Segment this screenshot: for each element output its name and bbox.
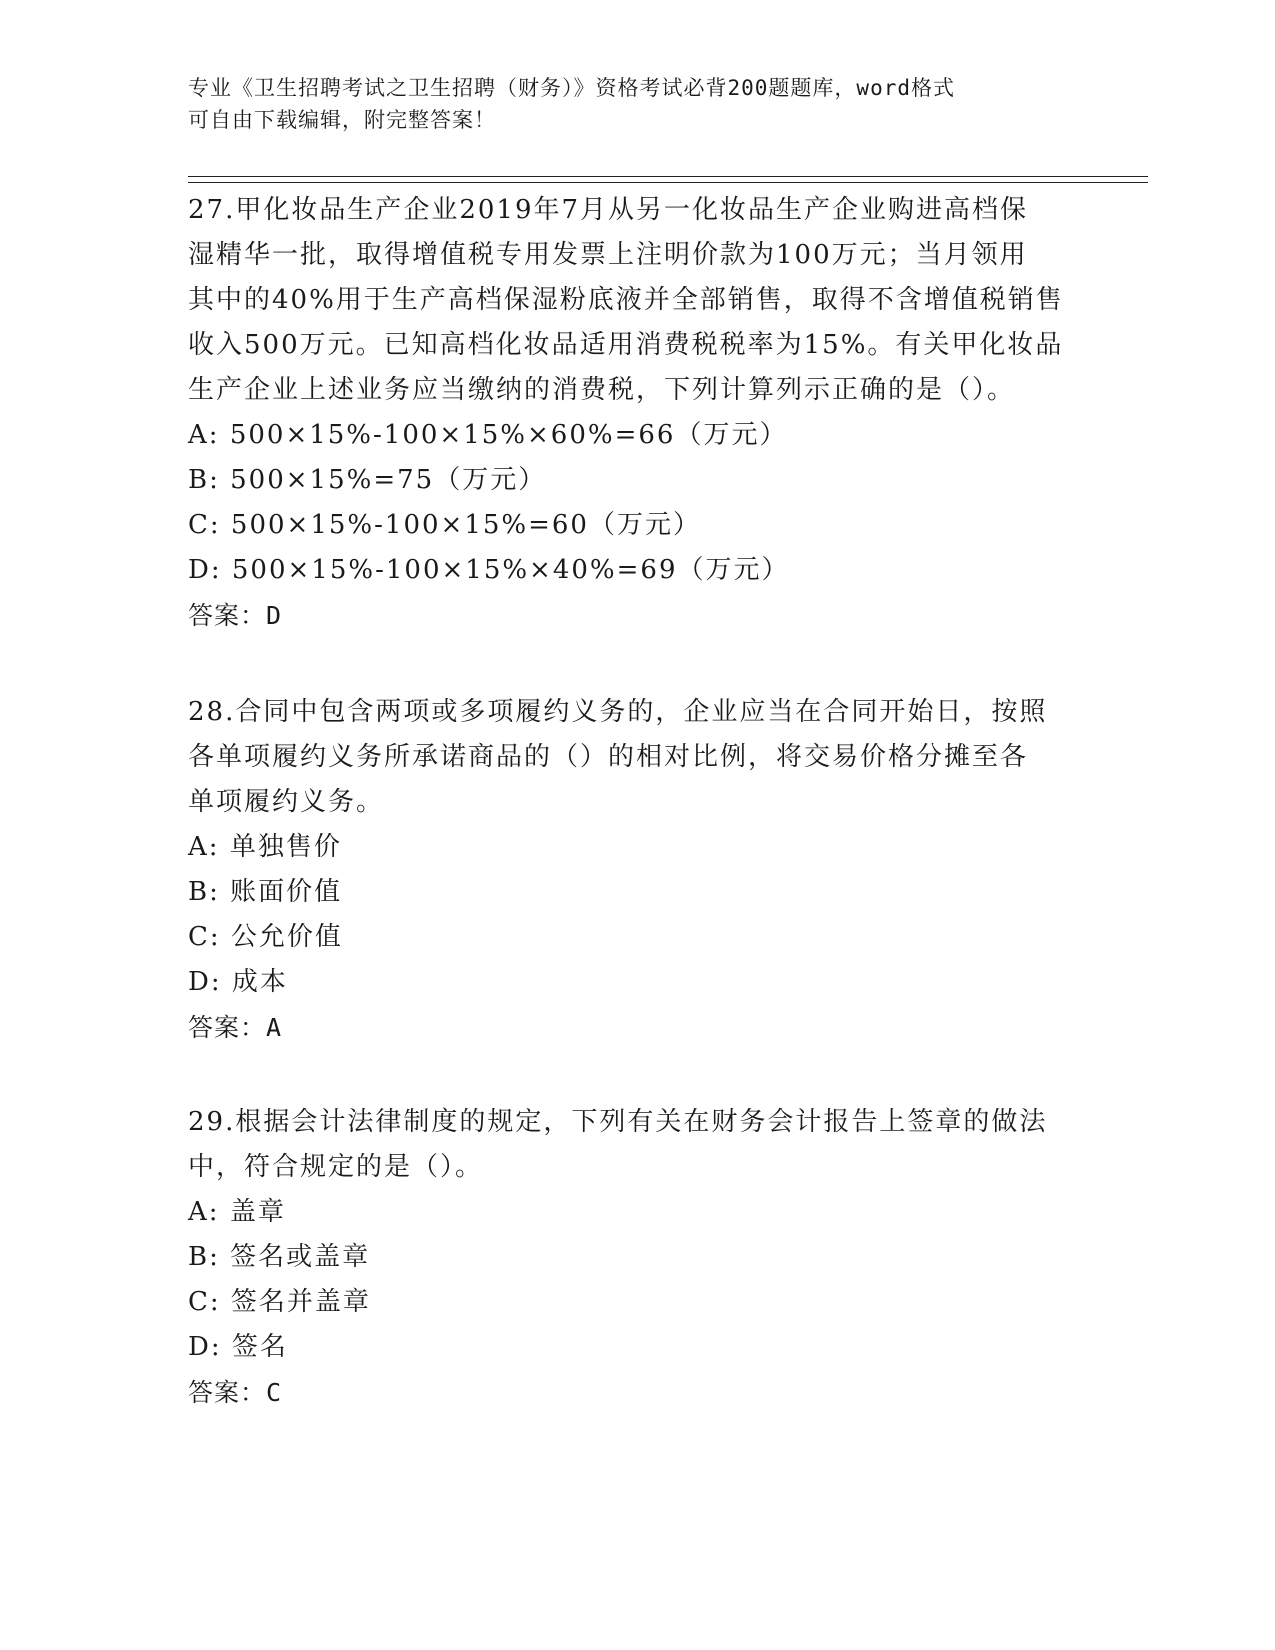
option-label: B: [188, 465, 220, 495]
option-text: 500×15%-100×15%×40%=69（万元） [231, 555, 790, 585]
option-label: C: [188, 510, 221, 540]
option-label: D: [188, 1332, 222, 1362]
question-text [188, 1100, 1088, 1190]
option-text: 500×15%-100×15%×60%=66（万元） [229, 420, 788, 450]
answer: 答案：D [188, 601, 283, 630]
question-line: 生产企业上述业务应当缴纳的消费税，下列计算列示正确的是（）。 [188, 375, 1016, 405]
option-label: C: [188, 1287, 221, 1317]
option-text: 盖章 [229, 1197, 286, 1227]
option-c [188, 915, 1088, 960]
option-c [188, 1280, 1088, 1325]
option-c [188, 503, 1088, 548]
question-line: 单项履约义务。 [188, 787, 385, 817]
answer: 答案：A [188, 1013, 283, 1042]
option-label: A: [188, 420, 220, 450]
option-text: 签名并盖章 [230, 1287, 371, 1317]
option-text: 500×15%-100×15%=60（万元） [230, 510, 701, 540]
option-label: A: [188, 832, 220, 862]
option-b [188, 870, 1088, 915]
option-text: 500×15%=75（万元） [230, 465, 547, 495]
question-line: 湿精华一批，取得增值税专用发票上注明价款为100万元；当月领用 [188, 240, 1028, 270]
question-line: 29.根据会计法律制度的规定，下列有关在财务会计报告上签章的做法 [188, 1107, 1048, 1137]
option-b [188, 1235, 1088, 1280]
question-line: 28.合同中包含两项或多项履约义务的，企业应当在合同开始日，按照 [188, 697, 1048, 727]
header-line-1: 专业《卫生招聘考试之卫生招聘（财务）》资格考试必背200题题库，word格式 [188, 76, 955, 100]
question-text [188, 188, 1088, 413]
option-a [188, 1190, 1088, 1235]
option-text: 公允价值 [230, 922, 343, 952]
header-divider-bottom [188, 182, 1148, 183]
option-label: B: [188, 877, 220, 907]
question-line: 27.甲化妆品生产企业2019年7月从另一化妆品生产企业购进高档保 [188, 195, 1029, 225]
question-line: 各单项履约义务所承诺商品的（）的相对比例，将交易价格分摊至各 [188, 742, 1029, 772]
option-b [188, 458, 1088, 503]
option-label: D: [188, 967, 222, 997]
option-a [188, 825, 1088, 870]
header-line-2: 可自由下载编辑，附完整答案！ [188, 108, 496, 132]
option-text: 账面价值 [230, 877, 343, 907]
option-a [188, 413, 1088, 458]
option-label: D: [188, 555, 222, 585]
answer: 答案：C [188, 1378, 283, 1407]
option-text: 成本 [231, 967, 288, 997]
option-d [188, 960, 1088, 1005]
document-header [188, 72, 1068, 136]
header-divider-top [188, 176, 1148, 177]
option-text: 单独售价 [229, 832, 342, 862]
question-line: 中，符合规定的是（）。 [188, 1152, 484, 1182]
option-label: C: [188, 922, 221, 952]
option-label: A: [188, 1197, 220, 1227]
option-text: 签名或盖章 [230, 1242, 371, 1272]
option-label: B: [188, 1242, 220, 1272]
question-29 [188, 1100, 1088, 1415]
option-d [188, 1325, 1088, 1370]
question-line: 收入500万元。已知高档化妆品适用消费税税率为15%。有关甲化妆品 [188, 330, 1064, 360]
question-28 [188, 690, 1088, 1050]
question-text [188, 690, 1088, 825]
option-text: 签名 [231, 1332, 288, 1362]
question-27 [188, 188, 1088, 638]
question-line: 其中的40%用于生产高档保湿粉底液并全部销售，取得不含增值税销售 [188, 285, 1064, 315]
option-d [188, 548, 1088, 593]
